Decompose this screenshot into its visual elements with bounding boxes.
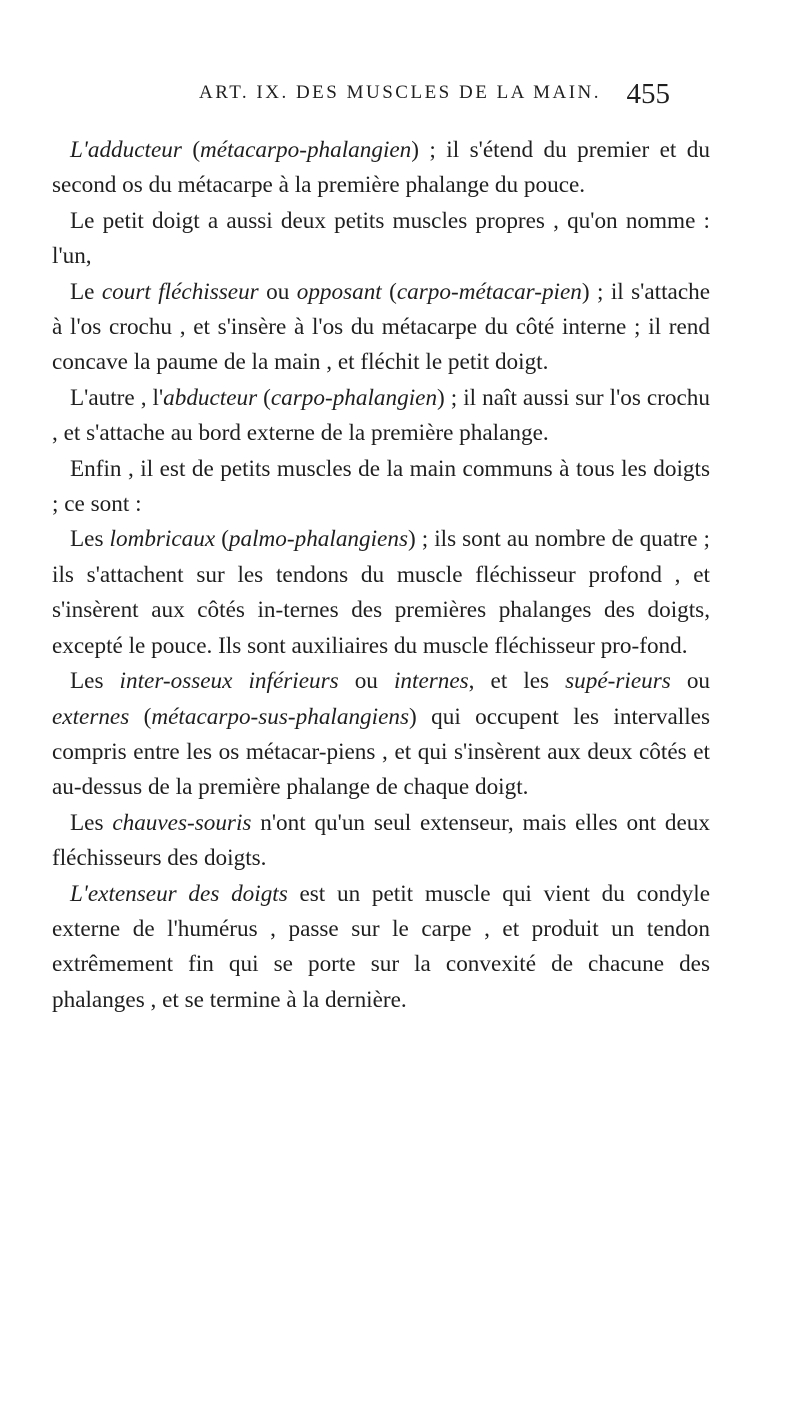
italic-term: extenseur des doigts — [87, 880, 288, 907]
page-number: 455 — [626, 78, 670, 110]
paragraph — [52, 452, 710, 523]
italic-term: externes — [52, 703, 130, 730]
text-run: est un petit muscle qui vient du condyle externe de l'humérus , passe sur le carpe , et produit un tendon extrêmement fin qui se porte sur la convexité de chacune des phalanges , et se termine à la dernière. — [52, 880, 710, 1013]
italic-term: adducteur — [87, 137, 182, 163]
paragraph — [52, 806, 710, 877]
text-run: ) ; il naît aussi sur l'os crochu , et s'attache au bord externe de la première phalange. — [52, 384, 710, 447]
text-run: ( — [381, 278, 397, 305]
italic-term: internes — [393, 668, 469, 695]
text-run: ou — [338, 668, 394, 695]
running-head-title: ART. IX. DES MUSCLES DE LA MAIN. — [198, 82, 602, 103]
paragraph — [52, 275, 710, 381]
text-run: Le petit doigt a aussi deux petits muscles propres , qu'on nomme : l'un, — [52, 207, 710, 270]
text-run: L'autre , l' — [70, 384, 164, 411]
text-run: ) ; il s'étend du premier et du second os du métacarpe à la première phalange du pouce. — [52, 137, 710, 199]
text-run: ou — [670, 668, 711, 695]
body-text — [52, 133, 710, 1018]
text-run: ( — [129, 703, 152, 730]
text-run: Les — [70, 668, 120, 695]
italic-term: opposant — [296, 278, 382, 305]
text-run: n'ont qu'un seul extenseur, mais elles ont deux fléchisseurs des doigts. — [52, 809, 710, 872]
text-run: ( — [181, 137, 201, 163]
italic-term: palmo-phalangiens — [228, 526, 408, 553]
text-run: ( — [257, 384, 271, 411]
text-run: Les — [70, 526, 110, 553]
italic-term: L' — [70, 880, 88, 907]
paragraph — [52, 877, 710, 1019]
italic-term: carpo-métacar-pien — [396, 278, 582, 305]
text-run: Le — [70, 278, 102, 305]
italic-term: lombricaux — [109, 526, 216, 553]
paragraph — [52, 664, 710, 806]
paragraph — [52, 204, 710, 275]
italic-term: L' — [70, 137, 88, 163]
text-run: , et les — [468, 668, 566, 695]
italic-term: inter-osseux inférieurs — [119, 668, 339, 695]
text-run: ) ; il s'attache à l'os crochu , et s'insère à l'os du métacarpe du côté interne ; il rend concave la paume de la main , et fléchit le petit doigt. — [52, 278, 711, 376]
text-run: Enfin , il est de petits muscles de la main communs à tous les doigts ; ce sont : — [52, 455, 710, 518]
text-run: ) qui occupent les intervalles compris entre les os métacar-piens , et qui s'insèrent aux deux côtés et au-dessus de la première phalange de chaque doigt. — [52, 703, 710, 801]
italic-term: métacarpo-sus-phalangiens — [151, 703, 410, 730]
italic-term: chauves-souris — [112, 809, 252, 836]
text-run: ( — [215, 526, 229, 553]
paragraph — [52, 133, 710, 204]
text-run: Les — [70, 809, 113, 836]
paragraph — [52, 381, 710, 452]
italic-term: carpo-phalangien — [270, 384, 438, 411]
running-head — [130, 78, 670, 112]
italic-term: court fléchisseur — [101, 278, 259, 305]
italic-term: supé-rieurs — [565, 668, 671, 695]
text-run: ou — [258, 278, 297, 305]
text-run: ) ; ils sont au nombre de quatre ; ils s'attachent sur les tendons du muscle fléchisseur profond , et s'insèrent aux côtés in-ternes des premières phalanges des doigts, excepté le pouce. Ils sont auxiliaires du muscle fléchisseur pro-fond. — [52, 526, 710, 659]
italic-term: métacarpo-phalangien — [200, 137, 412, 163]
italic-term: abducteur — [163, 384, 258, 411]
paragraph — [52, 522, 710, 664]
